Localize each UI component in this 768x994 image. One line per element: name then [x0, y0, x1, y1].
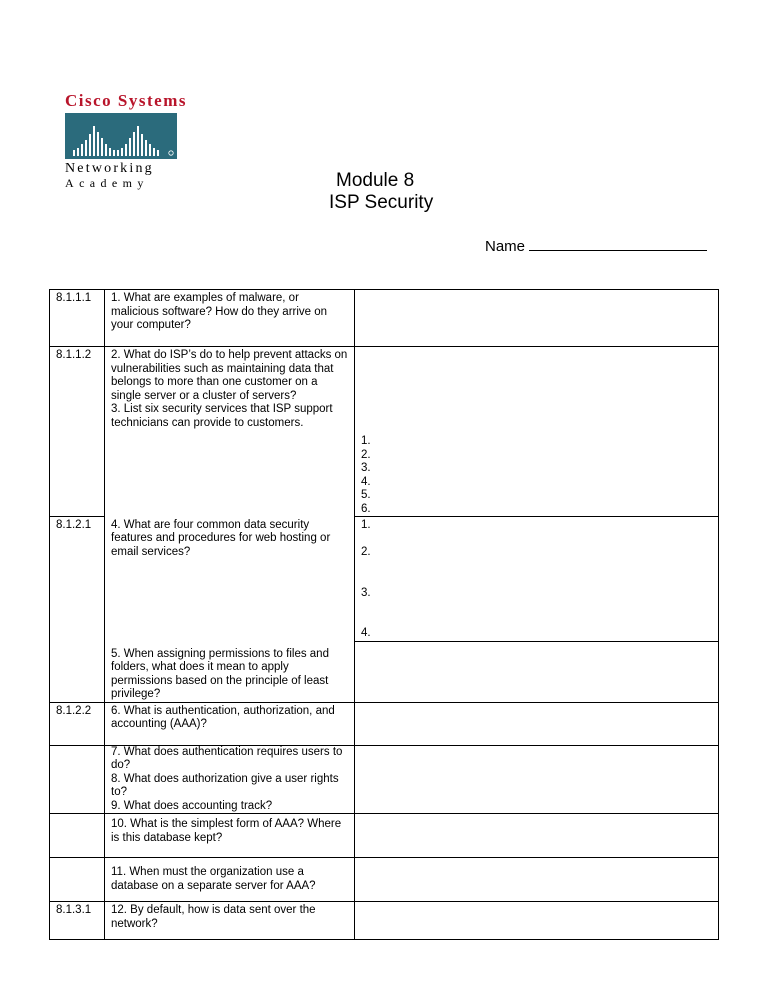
question-cell: 12. By default, how is data sent over the network? — [105, 902, 355, 940]
answer-cell[interactable] — [355, 902, 719, 940]
answer-number: 4. — [361, 475, 371, 488]
question-text: 8. What does authorization give a user rights to? — [111, 772, 339, 798]
worksheet-table — [49, 289, 719, 940]
name-label: Name — [485, 238, 526, 255]
answer-number: 5. — [361, 489, 371, 501]
table-row — [50, 702, 719, 745]
answer-number: 1. — [361, 519, 371, 531]
name-blank-line[interactable] — [529, 236, 707, 251]
table-row — [50, 347, 719, 517]
question-text: 7. What does authentication requires users to do? — [111, 745, 343, 771]
logo-bridge-graphic — [65, 113, 177, 159]
answer-number: 1. — [361, 435, 371, 447]
question-cell: 10. What is the simplest form of AAA? Where is this database kept? — [105, 814, 355, 858]
question-cell — [105, 347, 355, 517]
answer-number: 3. — [361, 586, 371, 599]
answer-cell[interactable] — [355, 814, 719, 858]
question-cell: 11. When must the organization use a database on a separate server for AAA? — [105, 858, 355, 902]
table-row — [50, 814, 719, 858]
table-row — [50, 290, 719, 347]
answer-cell[interactable] — [355, 702, 719, 745]
question-text: 2. What do ISP’s do to help prevent attacks on vulnerabilities such as maintaining data that belongs to more than one customer on a single server or a cluster of servers? — [111, 349, 348, 402]
question-cell — [105, 745, 355, 814]
answer-cell[interactable] — [355, 745, 719, 814]
answer-number: 2. — [361, 546, 371, 558]
module-title: ISP Security — [329, 192, 434, 213]
section-cell: 8.1.3.1 — [50, 902, 105, 940]
logo-line-academy: Academy — [65, 176, 149, 190]
answer-number: 4. — [361, 627, 371, 639]
table-row — [50, 858, 719, 902]
table-row — [50, 641, 719, 702]
answer-number: 2. — [361, 448, 371, 461]
name-field — [485, 236, 707, 255]
answer-number: 6. — [361, 502, 371, 515]
answer-cell[interactable] — [355, 347, 719, 517]
answer-cell[interactable] — [355, 517, 719, 642]
section-cell — [50, 814, 105, 858]
answer-cell[interactable] — [355, 290, 719, 347]
section-cell: 8.1.1.1 — [50, 290, 105, 347]
table-row — [50, 517, 719, 642]
answer-cell[interactable] — [355, 858, 719, 902]
question-cell: 4. What are four common data security features and procedures for web hosting or email services? — [105, 517, 355, 642]
section-cell: 8.1.2.2 — [50, 702, 105, 745]
logo-line-networking: Networking — [65, 161, 154, 176]
section-cell — [50, 641, 105, 702]
question-text: 9. What does accounting track? — [111, 799, 273, 812]
section-cell: 8.1.2.1 — [50, 517, 105, 642]
question-cell: 1. What are examples of malware, or malicious software? How do they arrive on your computer? — [105, 290, 355, 347]
answer-cell[interactable] — [355, 641, 719, 702]
section-cell: 8.1.1.2 — [50, 347, 105, 517]
question-cell: 5. When assigning permissions to files and folders, what does it mean to apply permissions based on the principle of least privilege? — [105, 641, 355, 702]
cisco-networking-academy-logo — [65, 91, 187, 190]
table-row — [50, 902, 719, 940]
section-cell — [50, 745, 105, 814]
table-row — [50, 745, 719, 814]
answer-number: 3. — [361, 462, 371, 474]
question-text: 3. List six security services that ISP support technicians can provide to customers. — [111, 403, 333, 429]
logo-top-text: Cisco Systems — [65, 91, 187, 110]
module-number: Module 8 — [336, 170, 415, 191]
section-cell — [50, 858, 105, 902]
question-cell: 6. What is authentication, authorization, and accounting (AAA)? — [105, 702, 355, 745]
